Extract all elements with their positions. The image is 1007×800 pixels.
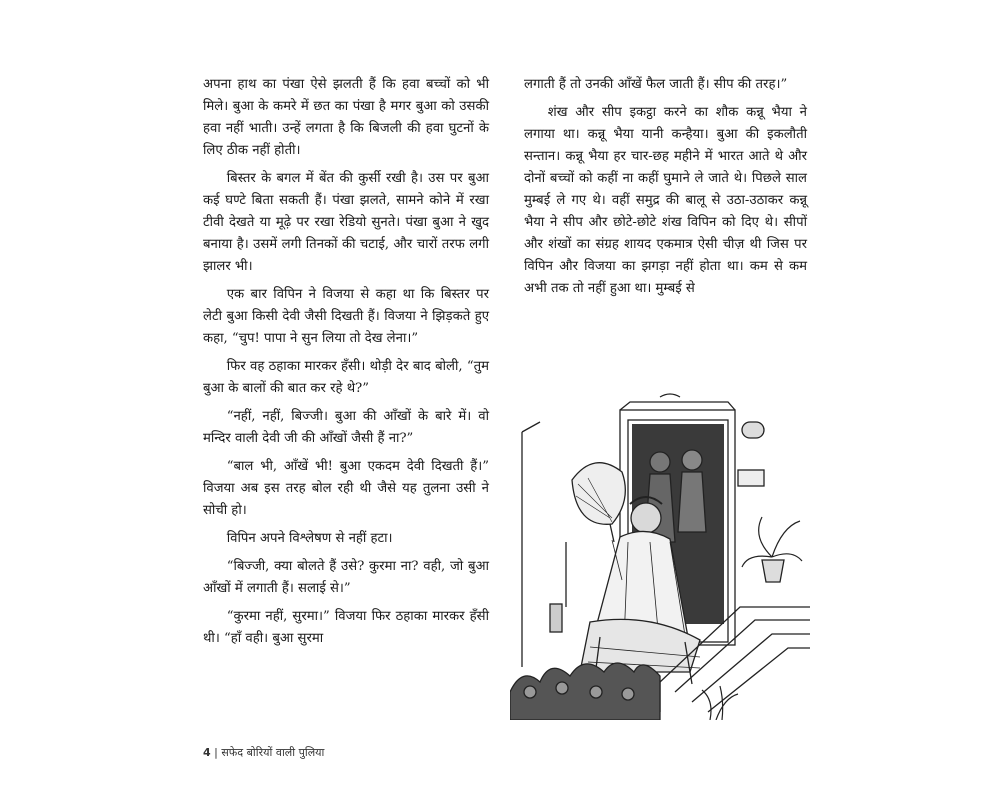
book-title: सफेद बोरियों वाली पुलिया bbox=[221, 746, 325, 759]
right-text-column bbox=[524, 74, 807, 306]
paragraph: फिर वह ठहाका मारकर हँसी। थोड़ी देर बाद बोली, “तुम बुआ के बालों की बात कर रहे थे?” bbox=[203, 359, 489, 396]
left-text-column bbox=[203, 74, 489, 656]
paragraph: अपना हाथ का पंखा ऐसे झलती हैं कि हवा बच्चों को भी मिले। बुआ के कमरे में छत का पंखा है मगर बुआ को उसकी हवा नहीं भाती। उन्हें लगता है कि बिजली की हवा घुटनों के लिए ठीक नहीं होती। bbox=[203, 77, 489, 158]
illustration-woman-in-doorway bbox=[510, 392, 810, 720]
paragraph: विपिन अपने विश्लेषण से नहीं हटा। bbox=[226, 531, 393, 546]
paragraph: “कुरमा नहीं, सुरमा।” विजया फिर ठहाका मारकर हँसी थी। “हाँ वही। बुआ सुरमा bbox=[203, 609, 489, 646]
paragraph: “नहीं, नहीं, बिज्जी। बुआ की आँखों के बारे में। वो मन्दिर वाली देवी जी की आँखों जैसी हैं ना?” bbox=[203, 409, 489, 446]
paragraph: लगाती हैं तो उनकी आँखें फैल जाती हैं। सीप की तरह।” bbox=[524, 77, 788, 92]
paragraph: शंख और सीप इकट्ठा करने का शौक कन्नू भैया ने लगाया था। कन्नू भैया यानी कन्हैया। बुआ की इकलौती सन्तान। कन्नू भैया हर चार-छह महीने में भारत आते थे और दोनों बच्चों को कहीं ना कहीं घुमाने ले जाते थे। पिछले साल मुम्बई ले गए थे। वहीं समुद्र की बालू से उठा-उठाकर कन्नू भैया ने सीप और छोटे-छोटे शंख विपिन को दिए थे। सीपों और शंखों का संग्रह शायद एकमात्र ऐसी चीज़ थी जिस पर विपिन और विजया का झगड़ा नहीं होता था। कम से कम अभी तक तो नहीं हुआ था। मुम्बई से bbox=[524, 105, 807, 296]
page-footer bbox=[203, 745, 324, 760]
paragraph: “बाल भी, आँखें भी! बुआ एकदम देवी दिखती हैं।” विजया अब इस तरह बोल रही थी जैसे यह तुलना उसी ने सोची हो। bbox=[203, 459, 489, 518]
page-number: 4 bbox=[203, 746, 211, 759]
paragraph: बिस्तर के बगल में बेंत की कुर्सी रखी है। उस पर बुआ कई घण्टे बिता सकती हैं। पंखा झलते, सामने कोने में रखा टीवी देखते या मूढ़े पर रखा रेडियो सुनते। पंखा बुआ ने खुद बनाया है। उसमें लगी तिनकों की चटाई, और चारों तरफ लगी झालर भी। bbox=[203, 171, 489, 274]
paragraph: “बिज्जी, क्या बोलते हैं उसे? कुरमा ना? वही, जो बुआ आँखों में लगाती हैं। सलाई से।” bbox=[203, 559, 489, 596]
footer-separator: | bbox=[214, 746, 218, 759]
paragraph: एक बार विपिन ने विजया से कहा था कि बिस्तर पर लेटी बुआ किसी देवी जैसी दिखती हैं। विजया ने झिड़कते हुए कहा, “चुप! पापा ने सुन लिया तो देख लेना।” bbox=[203, 287, 489, 346]
